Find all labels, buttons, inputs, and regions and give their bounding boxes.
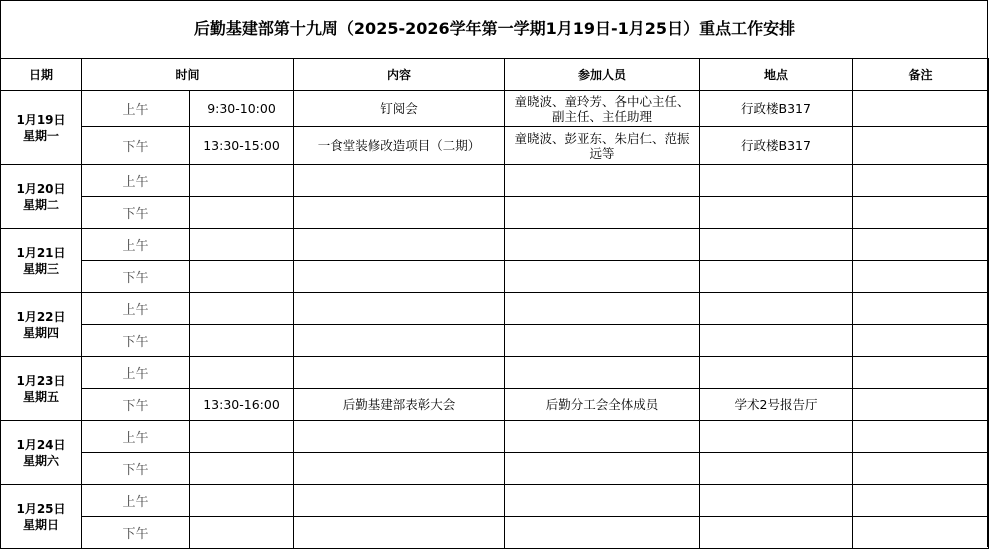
location-cell	[700, 197, 853, 229]
time-cell	[190, 197, 294, 229]
participants-cell	[505, 197, 700, 229]
content-cell	[294, 357, 505, 389]
day-cell	[1, 229, 82, 293]
day-weekday: 星期五	[22, 389, 59, 404]
time-cell: 13:30-16:00	[190, 389, 294, 421]
slot-label: 下午	[82, 517, 190, 549]
day-date: 1月19日	[16, 112, 66, 127]
time-cell	[190, 293, 294, 325]
content-cell	[294, 293, 505, 325]
day-date: 1月21日	[16, 245, 66, 260]
participants-cell	[505, 485, 700, 517]
content-cell	[294, 517, 505, 549]
header-date: 日期	[1, 59, 82, 91]
notes-cell	[853, 91, 989, 127]
participants-cell	[505, 453, 700, 485]
participants-cell	[505, 421, 700, 453]
time-cell	[190, 325, 294, 357]
time-cell	[190, 229, 294, 261]
day-cell	[1, 357, 82, 421]
time-cell	[190, 485, 294, 517]
header-row	[1, 59, 989, 91]
time-cell	[190, 517, 294, 549]
slot-label: 上午	[82, 357, 190, 389]
day-weekday: 星期三	[22, 261, 59, 276]
day-weekday: 星期六	[22, 453, 59, 468]
notes-cell	[853, 293, 989, 325]
table-row	[1, 485, 989, 517]
slot-label: 下午	[82, 127, 190, 165]
day-weekday: 星期日	[22, 517, 59, 532]
location-cell	[700, 517, 853, 549]
participants-cell	[505, 261, 700, 293]
notes-cell	[853, 389, 989, 421]
time-cell	[190, 421, 294, 453]
content-cell: 一食堂装修改造项目（二期）	[294, 127, 505, 165]
table-row	[1, 197, 989, 229]
day-cell	[1, 485, 82, 549]
table-row	[1, 389, 989, 421]
slot-label: 上午	[82, 165, 190, 197]
location-cell	[700, 421, 853, 453]
header-notes: 备注	[853, 59, 989, 91]
table-row	[1, 357, 989, 389]
slot-label: 上午	[82, 293, 190, 325]
slot-label: 下午	[82, 325, 190, 357]
location-cell: 行政楼B317	[700, 127, 853, 165]
header-participants: 参加人员	[505, 59, 700, 91]
participants-cell	[505, 357, 700, 389]
day-weekday: 星期四	[22, 325, 59, 340]
slot-label: 上午	[82, 229, 190, 261]
slot-label: 上午	[82, 421, 190, 453]
table-row	[1, 261, 989, 293]
notes-cell	[853, 357, 989, 389]
content-cell	[294, 261, 505, 293]
notes-cell	[853, 197, 989, 229]
header-time: 时间	[82, 59, 294, 91]
table-row	[1, 325, 989, 357]
slot-label: 下午	[82, 197, 190, 229]
time-cell: 9:30-10:00	[190, 91, 294, 127]
day-cell	[1, 421, 82, 485]
location-cell	[700, 261, 853, 293]
content-cell	[294, 453, 505, 485]
content-cell	[294, 229, 505, 261]
participants-cell: 后勤分工会全体成员	[505, 389, 700, 421]
content-cell	[294, 165, 505, 197]
schedule-body	[1, 91, 989, 549]
notes-cell	[853, 229, 989, 261]
day-cell	[1, 91, 82, 165]
day-date: 1月20日	[16, 181, 66, 196]
notes-cell	[853, 485, 989, 517]
participants-cell	[505, 325, 700, 357]
location-cell	[700, 165, 853, 197]
table-row	[1, 229, 989, 261]
slot-label: 下午	[82, 389, 190, 421]
day-date: 1月23日	[16, 373, 66, 388]
content-cell	[294, 325, 505, 357]
participants-cell: 童晓波、彭亚东、朱启仁、范振远等	[505, 127, 700, 165]
header-content: 内容	[294, 59, 505, 91]
day-weekday: 星期一	[22, 128, 59, 143]
location-cell	[700, 453, 853, 485]
header-location: 地点	[700, 59, 853, 91]
participants-cell	[505, 517, 700, 549]
notes-cell	[853, 261, 989, 293]
notes-cell	[853, 453, 989, 485]
table-row	[1, 127, 989, 165]
location-cell	[700, 293, 853, 325]
location-cell: 行政楼B317	[700, 91, 853, 127]
content-cell	[294, 421, 505, 453]
notes-cell	[853, 517, 989, 549]
participants-cell	[505, 293, 700, 325]
time-cell: 13:30-15:00	[190, 127, 294, 165]
location-cell	[700, 229, 853, 261]
content-cell	[294, 197, 505, 229]
notes-cell	[853, 421, 989, 453]
day-weekday: 星期二	[22, 197, 59, 212]
slot-label: 下午	[82, 453, 190, 485]
content-cell	[294, 485, 505, 517]
slot-label: 上午	[82, 91, 190, 127]
location-cell	[700, 325, 853, 357]
participants-cell	[505, 229, 700, 261]
table-row	[1, 517, 989, 549]
notes-cell	[853, 325, 989, 357]
page-title: 后勤基建部第十九周（2025-2026学年第一学期1月19日-1月25日）重点工作安排	[193, 19, 796, 38]
location-cell	[700, 485, 853, 517]
notes-cell	[853, 127, 989, 165]
day-date: 1月24日	[16, 437, 66, 452]
schedule-table	[0, 58, 989, 549]
table-row	[1, 165, 989, 197]
location-cell	[700, 357, 853, 389]
participants-cell	[505, 165, 700, 197]
day-cell	[1, 165, 82, 229]
time-cell	[190, 165, 294, 197]
location-cell: 学术2号报告厅	[700, 389, 853, 421]
content-cell: 后勤基建部表彰大会	[294, 389, 505, 421]
day-date: 1月25日	[16, 501, 66, 516]
table-row	[1, 91, 989, 127]
time-cell	[190, 261, 294, 293]
day-cell	[1, 293, 82, 357]
time-cell	[190, 357, 294, 389]
table-row	[1, 421, 989, 453]
notes-cell	[853, 165, 989, 197]
table-row	[1, 453, 989, 485]
table-row	[1, 293, 989, 325]
day-date: 1月22日	[16, 309, 66, 324]
slot-label: 上午	[82, 485, 190, 517]
slot-label: 下午	[82, 261, 190, 293]
content-cell: 钉阅会	[294, 91, 505, 127]
time-cell	[190, 453, 294, 485]
participants-cell: 童晓波、童玲芳、各中心主任、副主任、主任助理	[505, 91, 700, 127]
